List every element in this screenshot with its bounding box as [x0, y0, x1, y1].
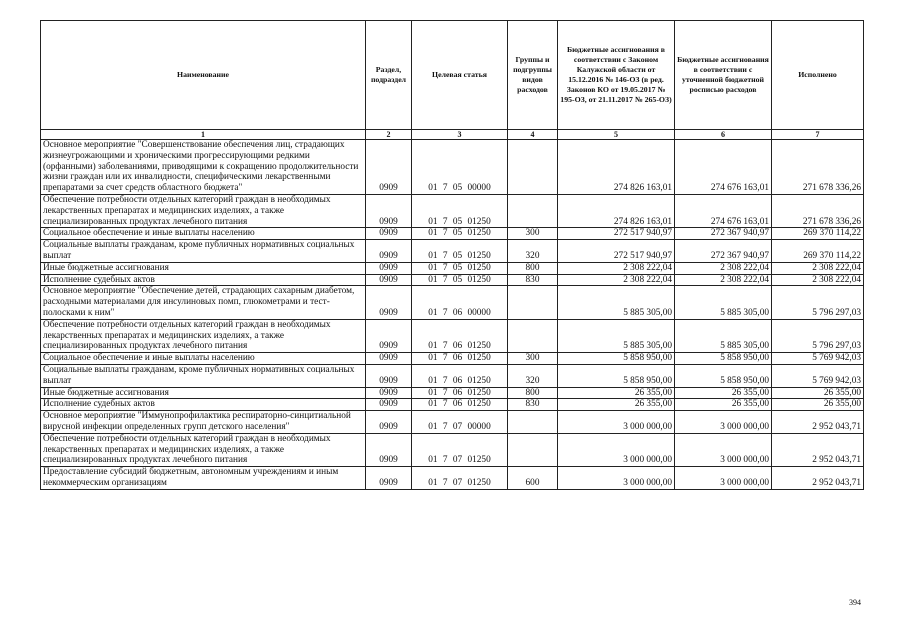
- row-group: [508, 433, 558, 466]
- row-law-amount: 2 308 222,04: [558, 262, 675, 274]
- row-target: 01 7 06 01250: [412, 353, 508, 365]
- row-section: 0909: [366, 353, 412, 365]
- row-executed-amount: 271 678 336,26: [772, 194, 864, 227]
- row-executed-amount: 2 952 043,71: [772, 411, 864, 434]
- row-name: Исполнение судебных актов: [41, 274, 366, 286]
- row-name: Основное мероприятие "Совершенствование обеспечения лиц, страдающих жизнеугрожающими и хроническими прогрессирующими редкими (орфанными) заболеваниями, приводящими к сокращению продолжительности жизни граждан или их инвалидности, специфическими лекарственными препаратами за счет средств областного бюджета": [41, 140, 366, 195]
- row-law-amount: 274 826 163,01: [558, 194, 675, 227]
- row-executed-amount: 2 952 043,71: [772, 467, 864, 490]
- row-group: 830: [508, 399, 558, 411]
- row-group: 300: [508, 228, 558, 240]
- row-name: Обеспечение потребности отдельных категорий граждан в необходимых лекарственных препаратах и медицинских изделиях, а также специализированных продуктах лечебного питания: [41, 194, 366, 227]
- row-name: Основное мероприятие "Обеспечение детей, страдающих сахарным диабетом, расходными материалами для инсулиновых помп, глюкометрами и тест-полосками к ним": [41, 286, 366, 319]
- row-section: 0909: [366, 140, 412, 195]
- row-group: [508, 411, 558, 434]
- row-refined-amount: 3 000 000,00: [675, 411, 772, 434]
- row-executed-amount: 269 370 114,22: [772, 228, 864, 240]
- column-number: 6: [675, 130, 772, 140]
- header-name: Наименование: [41, 21, 366, 130]
- row-law-amount: 5 858 950,00: [558, 353, 675, 365]
- table-row: [41, 194, 864, 227]
- row-executed-amount: 5 769 942,03: [772, 364, 864, 387]
- row-executed-amount: 269 370 114,22: [772, 240, 864, 263]
- row-name: Иные бюджетные ассигнования: [41, 262, 366, 274]
- row-refined-amount: 5 858 950,00: [675, 364, 772, 387]
- table-row: [41, 286, 864, 319]
- row-section: 0909: [366, 433, 412, 466]
- column-number: 3: [412, 130, 508, 140]
- row-name: Социальные выплаты гражданам, кроме публичных нормативных социальных выплат: [41, 240, 366, 263]
- row-executed-amount: 2 952 043,71: [772, 433, 864, 466]
- row-group: 320: [508, 364, 558, 387]
- table-row: [41, 240, 864, 263]
- table-row: [41, 467, 864, 490]
- row-section: 0909: [366, 194, 412, 227]
- page-number: 394: [849, 598, 861, 607]
- row-refined-amount: 5 858 950,00: [675, 353, 772, 365]
- row-executed-amount: 26 355,00: [772, 387, 864, 399]
- table-row: [41, 274, 864, 286]
- row-section: 0909: [366, 228, 412, 240]
- row-refined-amount: 3 000 000,00: [675, 433, 772, 466]
- header-law-allocations: Бюджетные ассигнования в соответствии с Законом Калужской области от 15.12.2016 № 146-ОЗ (в ред. Законов КО от 19.05.2017 № 195-ОЗ, от 21.11.2017 № 265-ОЗ): [558, 21, 675, 130]
- row-section: 0909: [366, 274, 412, 286]
- row-name: Обеспечение потребности отдельных категорий граждан в необходимых лекарственных препаратах и медицинских изделиях, а также специализированных продуктах лечебного питания: [41, 433, 366, 466]
- header-row: [41, 21, 864, 130]
- row-group: 800: [508, 262, 558, 274]
- column-number-row: [41, 130, 864, 140]
- row-name: Социальные выплаты гражданам, кроме публичных нормативных социальных выплат: [41, 364, 366, 387]
- row-refined-amount: 2 308 222,04: [675, 274, 772, 286]
- row-refined-amount: 274 676 163,01: [675, 140, 772, 195]
- row-section: 0909: [366, 319, 412, 352]
- row-law-amount: 2 308 222,04: [558, 274, 675, 286]
- row-refined-amount: 5 885 305,00: [675, 319, 772, 352]
- row-name: Основное мероприятие "Иммунопрофилактика респираторно-синцитиальной вирусной инфекции определенных групп детского населения": [41, 411, 366, 434]
- row-executed-amount: 26 355,00: [772, 399, 864, 411]
- row-target: 01 7 06 00000: [412, 286, 508, 319]
- table-row: [41, 411, 864, 434]
- row-section: 0909: [366, 467, 412, 490]
- row-refined-amount: 2 308 222,04: [675, 262, 772, 274]
- row-target: 01 7 07 01250: [412, 467, 508, 490]
- row-group: 320: [508, 240, 558, 263]
- row-section: 0909: [366, 262, 412, 274]
- row-name: Социальное обеспечение и иные выплаты населению: [41, 353, 366, 365]
- row-law-amount: 5 885 305,00: [558, 319, 675, 352]
- table-row: [41, 399, 864, 411]
- table-row: [41, 387, 864, 399]
- row-name: Социальное обеспечение и иные выплаты населению: [41, 228, 366, 240]
- header-executed: Исполнено: [772, 21, 864, 130]
- header-section: Раздел, подраздел: [366, 21, 412, 130]
- row-name: Исполнение судебных актов: [41, 399, 366, 411]
- row-group: [508, 140, 558, 195]
- row-section: 0909: [366, 411, 412, 434]
- row-section: 0909: [366, 286, 412, 319]
- row-target: 01 7 05 01250: [412, 194, 508, 227]
- row-executed-amount: 5 796 297,03: [772, 319, 864, 352]
- row-target: 01 7 05 01250: [412, 262, 508, 274]
- row-refined-amount: 272 367 940,97: [675, 240, 772, 263]
- row-executed-amount: 5 769 942,03: [772, 353, 864, 365]
- row-section: 0909: [366, 364, 412, 387]
- row-law-amount: 3 000 000,00: [558, 433, 675, 466]
- row-name: Предоставление субсидий бюджетным, автономным учреждениям и иным некоммерческим организациям: [41, 467, 366, 490]
- row-target: 01 7 06 01250: [412, 319, 508, 352]
- row-law-amount: 3 000 000,00: [558, 411, 675, 434]
- row-refined-amount: 272 367 940,97: [675, 228, 772, 240]
- row-target: 01 7 05 01250: [412, 274, 508, 286]
- column-number: 5: [558, 130, 675, 140]
- row-group: 300: [508, 353, 558, 365]
- row-executed-amount: 2 308 222,04: [772, 262, 864, 274]
- table-row: [41, 319, 864, 352]
- row-group: 800: [508, 387, 558, 399]
- column-number: 7: [772, 130, 864, 140]
- column-number: 4: [508, 130, 558, 140]
- row-target: 01 7 06 01250: [412, 364, 508, 387]
- row-target: 01 7 05 00000: [412, 140, 508, 195]
- budget-table: [40, 20, 864, 490]
- row-law-amount: 26 355,00: [558, 399, 675, 411]
- column-number: 1: [41, 130, 366, 140]
- row-target: 01 7 07 01250: [412, 433, 508, 466]
- row-executed-amount: 5 796 297,03: [772, 286, 864, 319]
- row-refined-amount: 26 355,00: [675, 399, 772, 411]
- row-executed-amount: 271 678 336,26: [772, 140, 864, 195]
- table-row: [41, 353, 864, 365]
- row-group: [508, 286, 558, 319]
- row-section: 0909: [366, 240, 412, 263]
- row-section: 0909: [366, 399, 412, 411]
- row-law-amount: 26 355,00: [558, 387, 675, 399]
- row-law-amount: 274 826 163,01: [558, 140, 675, 195]
- table-row: [41, 433, 864, 466]
- header-target: Целевая статья: [412, 21, 508, 130]
- header-group: Группы и подгруппы видов расходов: [508, 21, 558, 130]
- row-law-amount: 5 858 950,00: [558, 364, 675, 387]
- table-row: [41, 228, 864, 240]
- row-group: 830: [508, 274, 558, 286]
- table-row: [41, 364, 864, 387]
- row-target: 01 7 05 01250: [412, 240, 508, 263]
- row-refined-amount: 274 676 163,01: [675, 194, 772, 227]
- row-executed-amount: 2 308 222,04: [772, 274, 864, 286]
- row-name: Обеспечение потребности отдельных категорий граждан в необходимых лекарственных препаратах и медицинских изделиях, а также специализированных продуктах лечебного питания: [41, 319, 366, 352]
- row-target: 01 7 06 01250: [412, 387, 508, 399]
- row-section: 0909: [366, 387, 412, 399]
- row-group: 600: [508, 467, 558, 490]
- row-name: Иные бюджетные ассигнования: [41, 387, 366, 399]
- row-law-amount: 272 517 940,97: [558, 240, 675, 263]
- header-refined-allocations: Бюджетные ассигнования в соответствии с уточненной бюджетной росписью расходов: [675, 21, 772, 130]
- row-group: [508, 319, 558, 352]
- column-number: 2: [366, 130, 412, 140]
- row-target: 01 7 05 01250: [412, 228, 508, 240]
- row-refined-amount: 3 000 000,00: [675, 467, 772, 490]
- table-row: [41, 140, 864, 195]
- row-target: 01 7 07 00000: [412, 411, 508, 434]
- row-target: 01 7 06 01250: [412, 399, 508, 411]
- table-row: [41, 262, 864, 274]
- row-law-amount: 5 885 305,00: [558, 286, 675, 319]
- row-group: [508, 194, 558, 227]
- row-law-amount: 3 000 000,00: [558, 467, 675, 490]
- row-refined-amount: 5 885 305,00: [675, 286, 772, 319]
- row-law-amount: 272 517 940,97: [558, 228, 675, 240]
- row-refined-amount: 26 355,00: [675, 387, 772, 399]
